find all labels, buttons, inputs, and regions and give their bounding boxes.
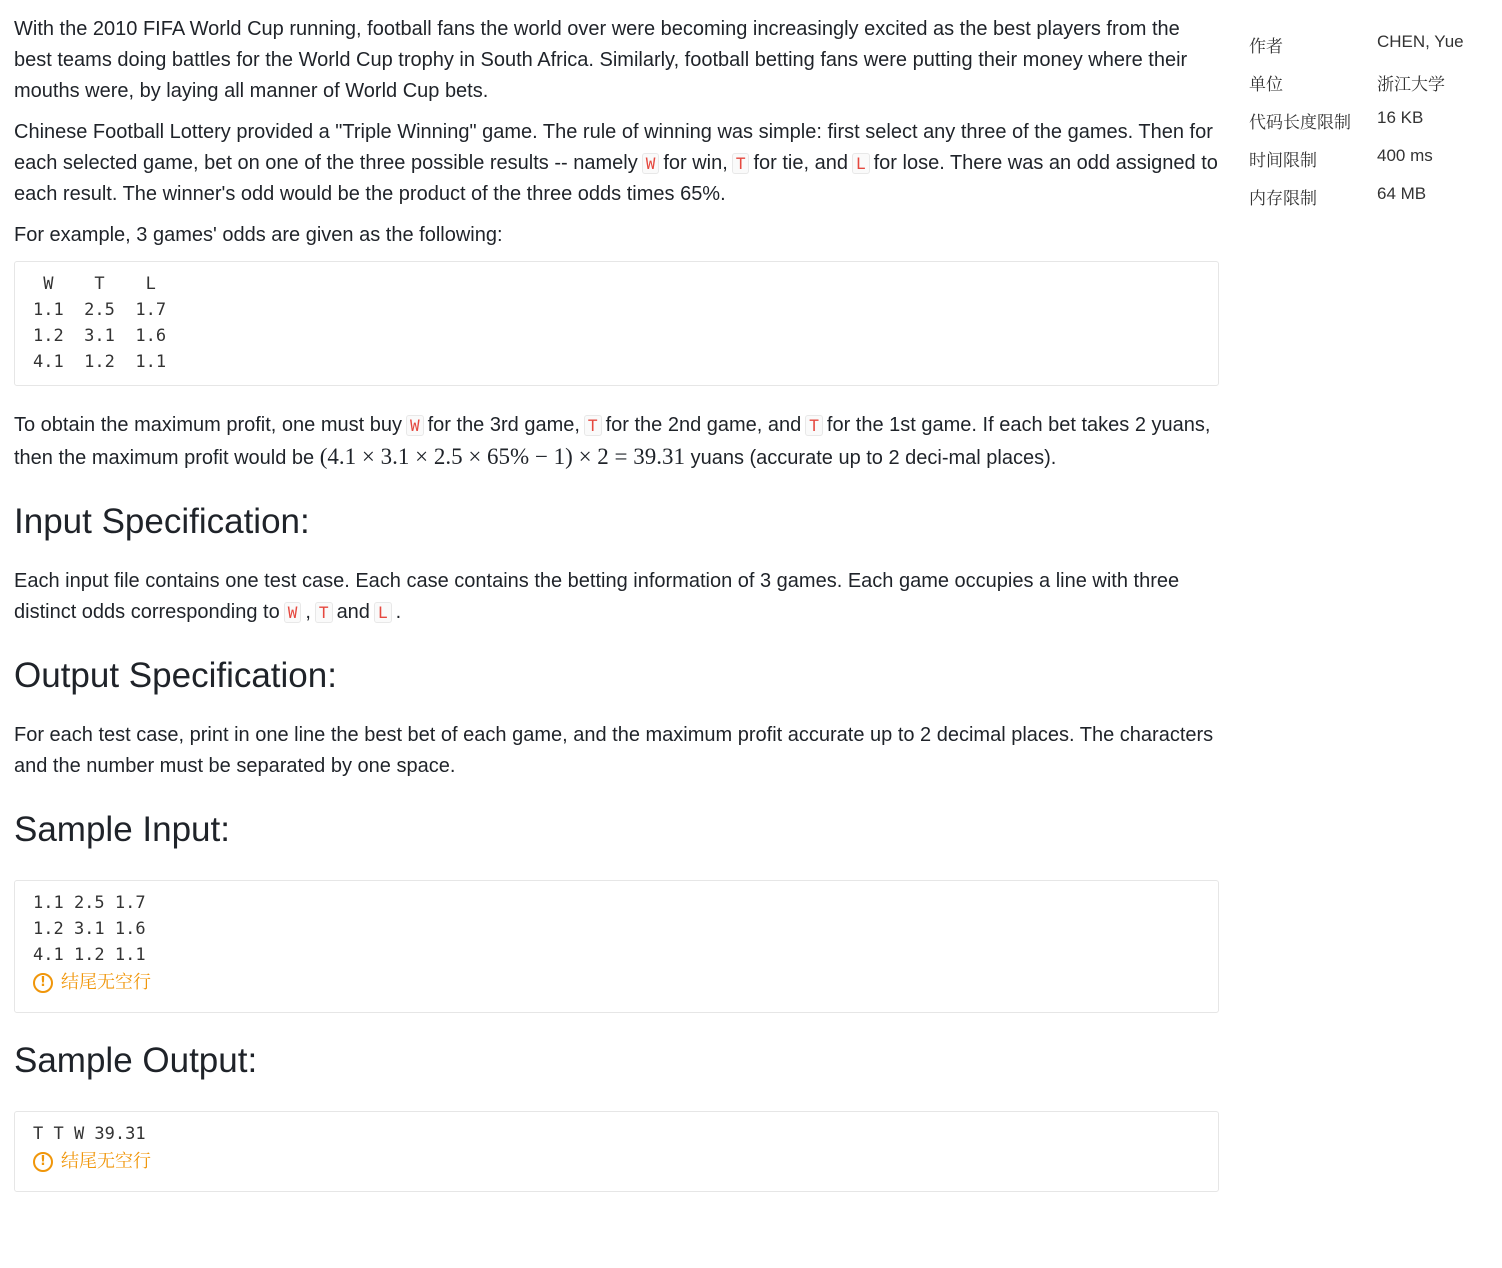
inline-code: T: [584, 415, 602, 436]
no-trailing-newline-note: [33, 968, 1200, 998]
warning-icon: !: [33, 973, 53, 993]
inline-code: L: [374, 602, 392, 623]
text: and: [336, 601, 370, 623]
text: for the 3rd game,: [427, 414, 580, 436]
text: yuans (accurate up to 2 deci-mal places).: [690, 447, 1057, 469]
input-spec-text: [14, 566, 1219, 628]
input-spec-heading: Input Specification:: [14, 502, 310, 541]
text: .: [395, 601, 402, 623]
info-value: 400 ms: [1377, 146, 1433, 165]
text: for tie, and: [753, 152, 848, 174]
text: for the 2nd game, and: [605, 414, 802, 436]
info-row-time-limit: [1249, 146, 1464, 184]
inline-code: T: [732, 153, 750, 174]
text: ,: [305, 601, 311, 623]
sample-output-block: [14, 1111, 1219, 1192]
inline-code: W: [284, 602, 302, 623]
info-row-code-limit: [1249, 108, 1464, 146]
info-row-memory-limit: [1249, 184, 1464, 222]
rules-paragraph: [14, 117, 1219, 210]
math-formula: (4.1 × 3.1 × 2.5 × 65% − 1) × 2 = 39.31: [319, 444, 686, 469]
sample-input-block: [14, 880, 1219, 1013]
inline-code: T: [805, 415, 823, 436]
problem-statement: [14, 14, 1219, 1192]
output-spec-heading: Output Specification:: [14, 656, 337, 695]
text: Each input file contains one test case. Each case contains the betting information of 3 games. Each game occupies a line with three distinct odds corresponding to: [14, 570, 1180, 623]
no-trailing-newline-note: [33, 1147, 1200, 1177]
note-text: 结尾无空行: [61, 1151, 151, 1172]
info-label: 作者: [1249, 37, 1283, 56]
info-row-author: [1249, 32, 1464, 70]
output-spec-text: For each test case, print in one line the best bet of each game, and the maximum profit accurate up to 2 decimal places. The characters and the number must be separated by one space.: [14, 724, 1214, 777]
info-value: 64 MB: [1377, 184, 1427, 203]
info-value: 浙江大学: [1377, 75, 1445, 94]
text: To obtain the maximum profit, one must buy: [14, 414, 402, 436]
note-text: 结尾无空行: [61, 972, 151, 993]
example-paragraph: For example, 3 games' odds are given as the following:: [14, 224, 503, 246]
sample-input-heading: Sample Input:: [14, 810, 230, 849]
warning-icon: !: [33, 1152, 53, 1172]
info-label: 内存限制: [1249, 189, 1317, 208]
odds-table: W T L 1.1 2.5 1.7 1.2 3.1 1.6 4.1 1.2 1.1: [14, 261, 1219, 386]
sample-output-heading: Sample Output:: [14, 1041, 258, 1080]
text: Chinese Football Lottery provided a "Triple Winning" game. The rule of winning was simple: first select any three of the games. Then for each selected game, bet on one of the three possible results -- namely: [14, 121, 1213, 174]
text: for win,: [663, 152, 728, 174]
info-row-organization: [1249, 70, 1464, 108]
profit-paragraph: [14, 410, 1219, 474]
inline-code: L: [852, 153, 870, 174]
sample-input-code: 1.1 2.5 1.7 1.2 3.1 1.6 4.1 1.2 1.1: [33, 890, 1200, 968]
intro-paragraph: With the 2010 FIFA World Cup running, football fans the world over were becoming increasingly excited as the best players from the best teams doing battles for the World Cup trophy in South Africa. Similarly, football betting fans were putting their money where their mouths were, by laying all manner of World Cup bets.: [14, 18, 1188, 102]
inline-code: W: [642, 153, 660, 174]
inline-code: W: [406, 415, 424, 436]
info-value: 16 KB: [1377, 108, 1424, 127]
inline-code: T: [315, 602, 333, 623]
problem-info-panel: [1249, 32, 1464, 222]
info-value: CHEN, Yue: [1377, 32, 1464, 51]
text: for lose. There was an odd assigned to each result. The winner's odd would be the product of the three odds times 65%.: [14, 152, 1218, 205]
text: for the 1st game. If each bet takes 2 yuans, then the maximum profit would be: [14, 414, 1211, 469]
sample-output-code: T T W 39.31: [33, 1121, 1200, 1147]
info-label: 单位: [1249, 75, 1283, 94]
info-label: 代码长度限制: [1249, 113, 1351, 132]
info-label: 时间限制: [1249, 151, 1317, 170]
